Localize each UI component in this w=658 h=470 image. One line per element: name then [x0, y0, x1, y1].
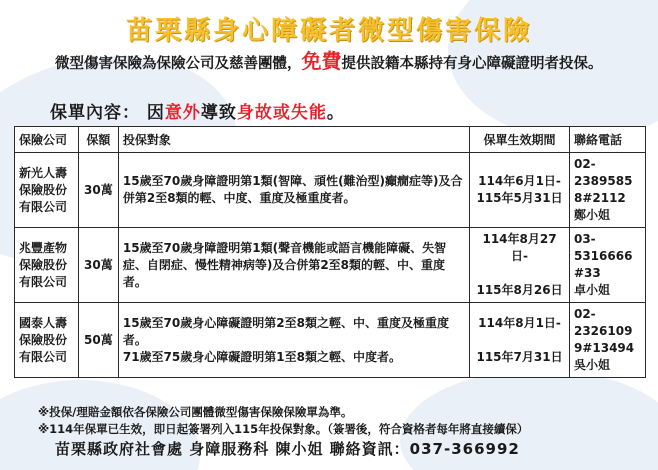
row-company: 兆豐產物 保險股份 有限公司: [15, 228, 79, 303]
summary-end: 。: [326, 103, 345, 123]
row-target: 15歲至70歲身障證明第1類(聲音機能或語言機能障礙、失智症、自閉症、慢性精神病等)及合併第2至8類的輕、中、重度者。: [118, 228, 469, 303]
row-phone: 02- 2389585 8#2112 鄭小姐: [569, 153, 645, 228]
table-header-row: [15, 127, 646, 153]
row-period: 114年6月1日- 115年5月31日: [470, 153, 570, 228]
header-phone: 聯絡電話: [569, 127, 645, 153]
row-period: 114年8月1日- 115年7月31日: [470, 303, 570, 378]
insurance-table: [14, 126, 646, 378]
row-phone: 03- 5316666 #33 卓小姐: [569, 228, 645, 303]
header-amount: 保額: [78, 127, 118, 153]
row-amount: 50萬: [78, 303, 118, 378]
intro-text: [55, 50, 615, 75]
note-renewal: ※114年保單已生效，即日起簽署列入115年投保對象。（簽署後，符合資格者每年將直接續保）: [38, 422, 529, 436]
contact-footer: 苗栗縣政府社會處 身障服務科 陳小姐 聯絡資訊：037-366992: [55, 440, 520, 458]
page-title: 苗栗縣身心障礙者微型傷害保險: [125, 16, 532, 46]
row-amount: 30萬: [78, 228, 118, 303]
row-company: 國泰人壽 保險股份 有限公司: [15, 303, 79, 378]
intro-after: 提供設籍本縣持有身心障礙證明者投保。: [341, 56, 603, 72]
summary-mid: 導致: [200, 103, 237, 123]
header-company: 保險公司: [15, 127, 79, 153]
row-target: 15歲至70歲身障證明第1類(智障、頑性(難治型)癲癇症等)及合併第2至8類的輕、中度、重度及極重度者。: [118, 153, 469, 228]
row-target: 15歲至70歲身心障礙證明第2至8類之輕、中、重度及極重度者。 71歲至75歲身心障礙證明第1至8類之輕、中度者。: [118, 303, 469, 378]
table-row: [15, 228, 646, 303]
row-amount: 30萬: [78, 153, 118, 228]
free-highlight: 免費: [301, 49, 342, 73]
coverage-summary: [50, 98, 345, 123]
table-row: [15, 153, 646, 228]
note-claims: ※投保/理賠金額依各保險公司團體微型傷害保險保險單為準。: [38, 405, 353, 419]
intro-before: 微型傷害保險為保險公司及慈善團體，: [55, 56, 302, 72]
row-company: 新光人壽 保險股份 有限公司: [15, 153, 79, 228]
row-phone: 02- 2326109 9#13494 吳小姐: [569, 303, 645, 378]
header-period: 保單生效期間: [470, 127, 570, 153]
summary-accident: 意外: [164, 103, 201, 123]
summary-outcome: 身故或失能: [236, 103, 327, 123]
row-period: 114年8月27日- 115年8月26日: [470, 228, 570, 303]
table-row: [15, 303, 646, 378]
header-target: 投保對象: [118, 127, 469, 153]
summary-label: 保單內容： 因: [50, 103, 165, 123]
